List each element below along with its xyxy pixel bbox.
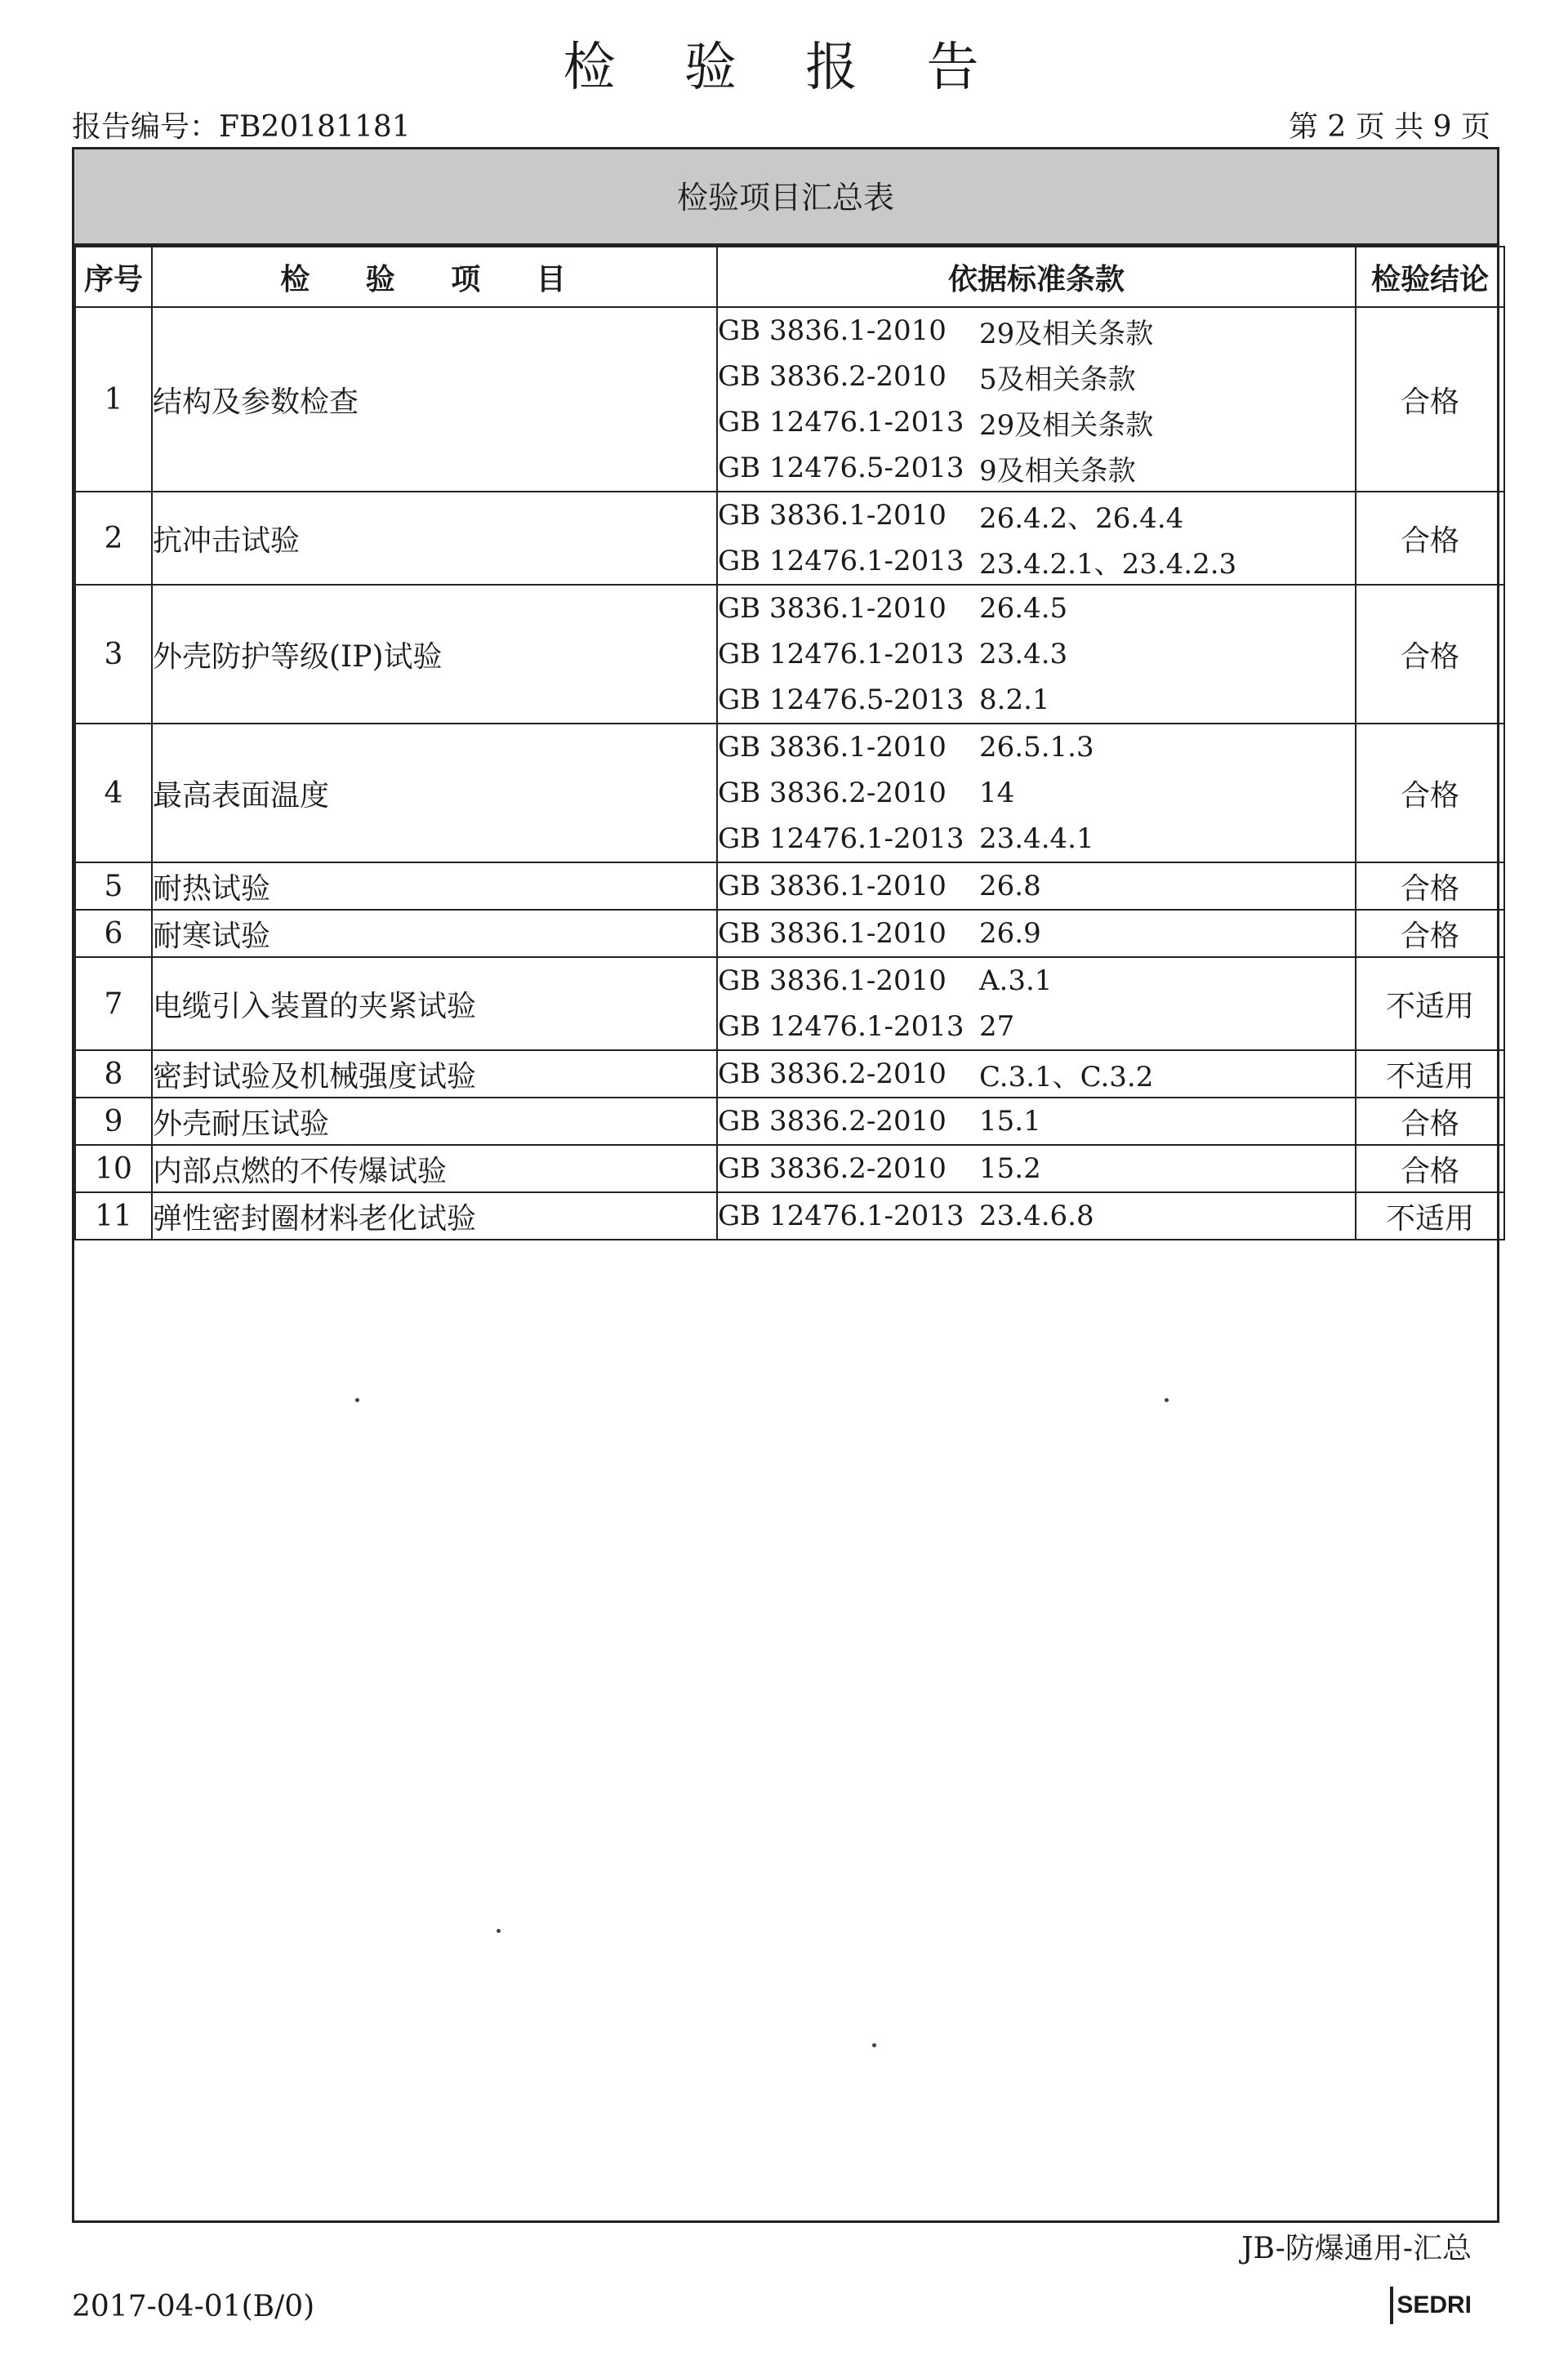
standard-line xyxy=(718,445,1355,491)
standard-clause: 26.8 xyxy=(979,870,1041,902)
row-result: 合格 xyxy=(1356,1145,1504,1192)
row-item: 电缆引入装置的夹紧试验 xyxy=(152,957,717,1050)
row-seq: 10 xyxy=(75,1145,152,1192)
table-row xyxy=(75,1050,1504,1098)
table-row xyxy=(75,585,1504,724)
row-standards xyxy=(717,307,1356,492)
standard-clause: 23.4.4.1 xyxy=(979,822,1094,855)
row-standards xyxy=(717,492,1356,585)
row-result: 合格 xyxy=(1356,492,1504,585)
standard-code: GB 3836.1-2010 xyxy=(718,731,947,764)
standard-clause: 15.2 xyxy=(979,1152,1041,1185)
standard-clause: 29及相关条款 xyxy=(979,408,1154,442)
page-indicator: 第 2 页 共 9 页 xyxy=(1288,110,1490,144)
document-title: 检 验 报 告 xyxy=(563,38,1005,98)
row-seq: 1 xyxy=(75,307,152,492)
standard-line xyxy=(718,724,1355,770)
table-row xyxy=(75,492,1504,585)
standard-clause: 27 xyxy=(979,1010,1015,1043)
table-row xyxy=(75,1192,1504,1240)
row-standards xyxy=(717,1192,1356,1240)
row-seq: 6 xyxy=(75,910,152,957)
table-row xyxy=(75,862,1504,910)
row-result: 不适用 xyxy=(1356,1050,1504,1098)
standard-code: GB 3836.2-2010 xyxy=(718,1152,947,1185)
row-seq: 7 xyxy=(75,957,152,1050)
standard-line xyxy=(718,492,1355,538)
column-header-item: 检 验 项 目 xyxy=(152,247,717,307)
logo-mark-icon xyxy=(1364,2287,1393,2324)
row-seq: 5 xyxy=(75,862,152,910)
row-result: 合格 xyxy=(1356,910,1504,957)
standard-line xyxy=(718,1098,1355,1144)
row-result: 合格 xyxy=(1356,307,1504,492)
standard-clause: C.3.1、C.3.2 xyxy=(979,1060,1154,1093)
row-standards xyxy=(717,910,1356,957)
standard-line xyxy=(718,863,1355,909)
row-result: 合格 xyxy=(1356,1098,1504,1145)
row-standards xyxy=(717,585,1356,724)
logo-text: SEDRI xyxy=(1396,2291,1472,2318)
report-number: 报告编号：FB20181181 xyxy=(72,110,411,144)
standard-clause: 15.1 xyxy=(979,1105,1041,1138)
version-date: 2017-04-01(B/0) xyxy=(72,2290,315,2323)
row-result: 合格 xyxy=(1356,724,1504,862)
standard-code: GB 12476.1-2013 xyxy=(718,1200,964,1232)
row-item: 抗冲击试验 xyxy=(152,492,717,585)
row-seq: 8 xyxy=(75,1050,152,1098)
standard-line xyxy=(718,816,1355,862)
standard-clause: 23.4.2.1、23.4.2.3 xyxy=(979,547,1237,581)
row-seq: 9 xyxy=(75,1098,152,1145)
standard-code: GB 12476.5-2013 xyxy=(718,452,964,484)
standard-clause: 5及相关条款 xyxy=(979,363,1136,396)
row-item: 外壳防护等级(IP)试验 xyxy=(152,585,717,724)
standard-clause: A.3.1 xyxy=(979,964,1053,997)
row-item: 结构及参数检查 xyxy=(152,307,717,492)
standard-code: GB 12476.1-2013 xyxy=(718,638,964,670)
standard-line xyxy=(718,308,1355,354)
standard-clause: 23.4.3 xyxy=(979,638,1068,670)
table-row xyxy=(75,724,1504,862)
standard-code: GB 3836.1-2010 xyxy=(718,964,947,997)
table-row xyxy=(75,957,1504,1050)
standard-line xyxy=(718,631,1355,677)
standard-code: GB 12476.1-2013 xyxy=(718,822,964,855)
standard-line xyxy=(718,770,1355,816)
standard-line xyxy=(718,677,1355,723)
standard-code: GB 3836.2-2010 xyxy=(718,777,947,809)
row-standards xyxy=(717,724,1356,862)
row-result: 合格 xyxy=(1356,862,1504,910)
standard-code: GB 3836.1-2010 xyxy=(718,592,947,625)
scan-speck xyxy=(355,1398,359,1402)
standard-code: GB 3836.1-2010 xyxy=(718,499,947,532)
row-seq: 4 xyxy=(75,724,152,862)
standard-code: GB 12476.5-2013 xyxy=(718,684,964,716)
standard-line xyxy=(718,1146,1355,1191)
standard-code: GB 12476.1-2013 xyxy=(718,406,964,439)
standard-clause: 23.4.6.8 xyxy=(979,1200,1094,1232)
standard-clause: 9及相关条款 xyxy=(979,454,1136,488)
standard-line xyxy=(718,354,1355,399)
row-item: 外壳耐压试验 xyxy=(152,1098,717,1145)
standard-clause: 26.9 xyxy=(979,917,1041,950)
table-banner: 检验项目汇总表 xyxy=(74,149,1497,246)
standard-line xyxy=(718,1004,1355,1049)
scan-speck xyxy=(1165,1398,1169,1402)
standard-clause: 29及相关条款 xyxy=(979,317,1154,350)
column-header-seq: 序号 xyxy=(75,247,152,307)
row-standards xyxy=(717,1098,1356,1145)
row-seq: 2 xyxy=(75,492,152,585)
row-item: 耐热试验 xyxy=(152,862,717,910)
standard-code: GB 3836.2-2010 xyxy=(718,1058,947,1090)
standard-line xyxy=(718,911,1355,956)
table-row xyxy=(75,910,1504,957)
report-frame xyxy=(72,147,1499,2223)
standard-code: GB 3836.1-2010 xyxy=(718,314,947,347)
row-standards xyxy=(717,862,1356,910)
table-row xyxy=(75,1145,1504,1192)
scan-speck xyxy=(872,2043,876,2047)
sedri-logo xyxy=(1364,2287,1472,2324)
standard-code: GB 3836.1-2010 xyxy=(718,917,947,950)
standard-line xyxy=(718,586,1355,631)
scan-speck xyxy=(497,1929,501,1933)
row-item: 耐寒试验 xyxy=(152,910,717,957)
table-row xyxy=(75,307,1504,492)
row-standards xyxy=(717,1145,1356,1192)
standard-line xyxy=(718,538,1355,584)
standard-code: GB 12476.1-2013 xyxy=(718,545,964,577)
row-result: 不适用 xyxy=(1356,1192,1504,1240)
standard-line xyxy=(718,1193,1355,1239)
standard-code: GB 12476.1-2013 xyxy=(718,1010,964,1043)
standard-code: GB 3836.1-2010 xyxy=(718,870,947,902)
standard-line xyxy=(718,958,1355,1004)
column-header-standard: 依据标准条款 xyxy=(717,247,1356,307)
standard-code: GB 3836.2-2010 xyxy=(718,360,947,393)
table-header-row xyxy=(75,247,1504,307)
row-standards xyxy=(717,957,1356,1050)
row-seq: 3 xyxy=(75,585,152,724)
row-item: 弹性密封圈材料老化试验 xyxy=(152,1192,717,1240)
standard-clause: 8.2.1 xyxy=(979,684,1050,716)
row-result: 合格 xyxy=(1356,585,1504,724)
column-header-result: 检验结论 xyxy=(1356,247,1504,307)
row-item: 内部点燃的不传爆试验 xyxy=(152,1145,717,1192)
row-standards xyxy=(717,1050,1356,1098)
inspection-summary-table xyxy=(74,246,1505,1240)
standard-code: GB 3836.2-2010 xyxy=(718,1105,947,1138)
row-item: 密封试验及机械强度试验 xyxy=(152,1050,717,1098)
standard-clause: 26.5.1.3 xyxy=(979,731,1094,764)
standard-line xyxy=(718,399,1355,445)
standard-clause: 14 xyxy=(979,777,1015,809)
standard-line xyxy=(718,1051,1355,1097)
standard-clause: 26.4.5 xyxy=(979,592,1068,625)
row-seq: 11 xyxy=(75,1192,152,1240)
row-item: 最高表面温度 xyxy=(152,724,717,862)
form-code: JB-防爆通用-汇总 xyxy=(1241,2232,1472,2265)
standard-clause: 26.4.2、26.4.4 xyxy=(979,501,1184,535)
table-body xyxy=(75,307,1504,1240)
row-result: 不适用 xyxy=(1356,957,1504,1050)
table-row xyxy=(75,1098,1504,1145)
